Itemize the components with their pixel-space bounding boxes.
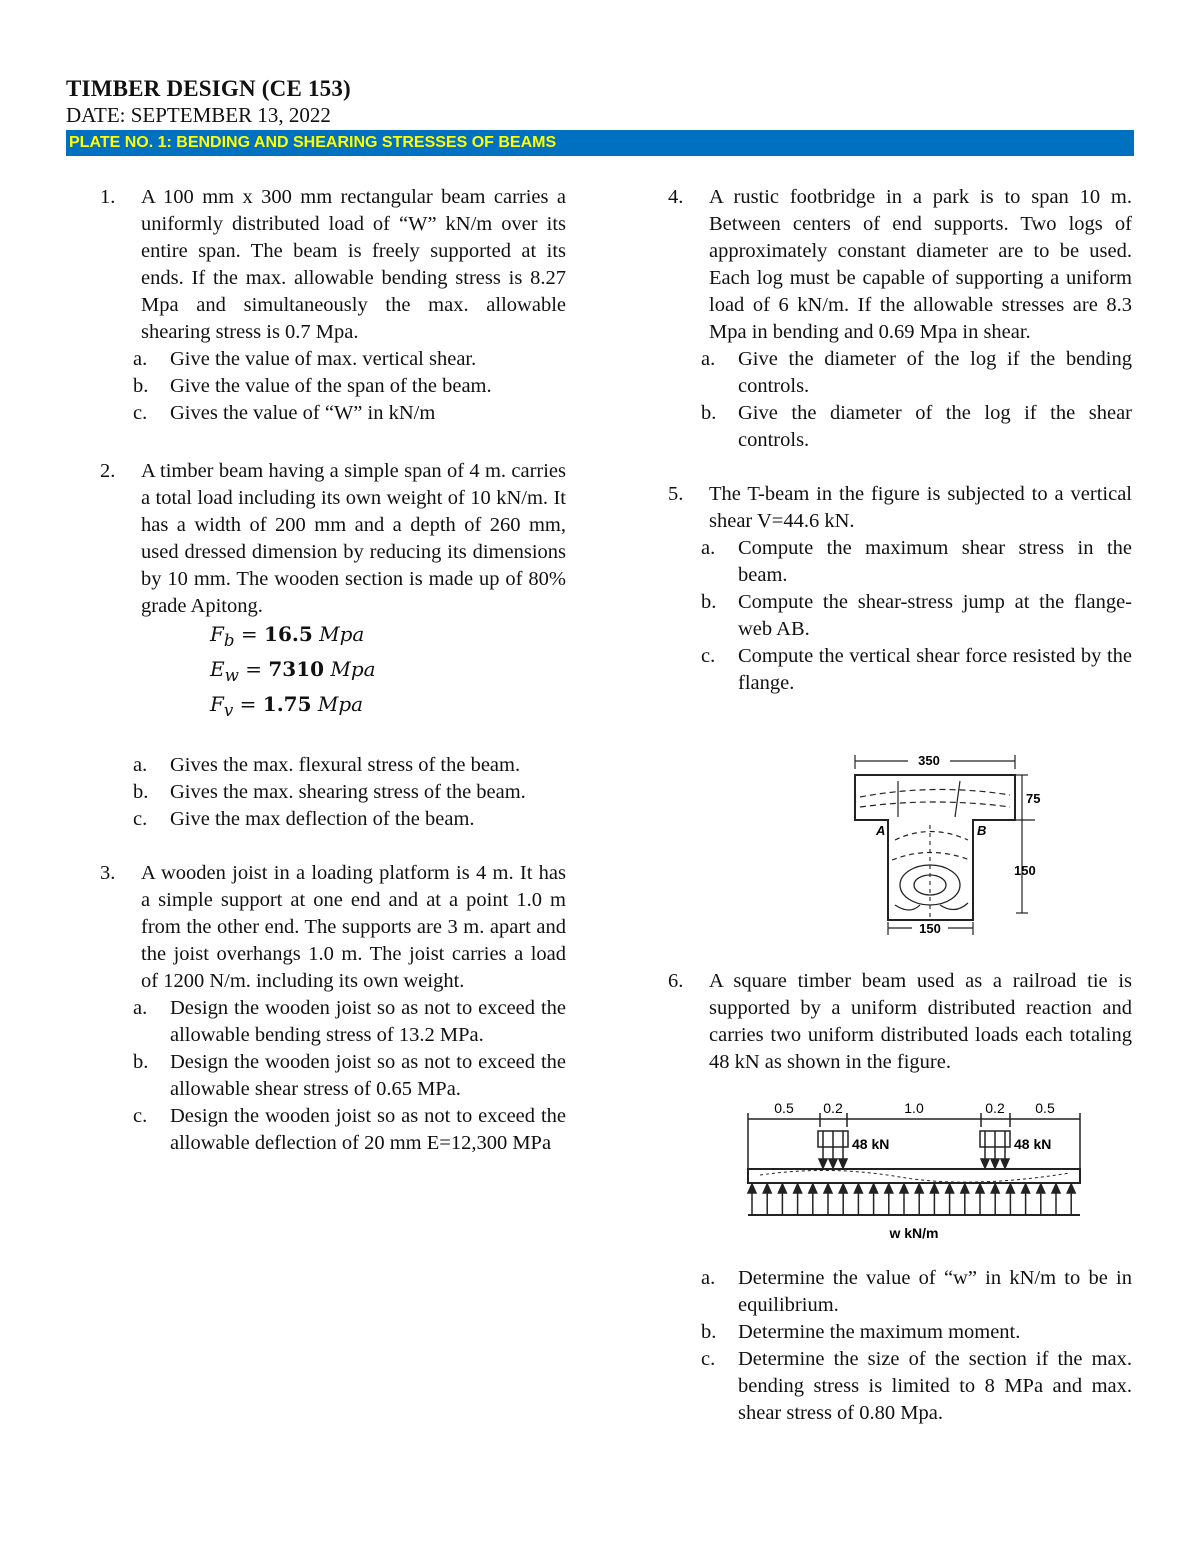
list-item [100, 346, 566, 373]
problem-number: 6. [668, 970, 684, 992]
item-text: Design the wooden joist so as not to exceed the allowable bending stress of 13.2 MPa. [170, 997, 566, 1046]
dim-label-bottom: 150 [919, 921, 941, 936]
list-item [100, 752, 566, 779]
item-letter: b. [701, 1321, 717, 1343]
item-text: Determine the maximum moment. [738, 1321, 1021, 1343]
item-letter: a. [701, 1267, 716, 1289]
reaction-arrow-head [915, 1184, 923, 1193]
reaction-arrow-head [854, 1184, 862, 1193]
problem-3 [100, 860, 566, 995]
problem-6 [668, 968, 1132, 1076]
list-item [100, 373, 566, 400]
reaction-arrow-head [794, 1184, 802, 1193]
document-title: TIMBER DESIGN (CE 153) [66, 76, 351, 101]
reaction-arrow-head [930, 1184, 938, 1193]
dim-label-4: 0.5 [1035, 1100, 1055, 1116]
reaction-arrow-head [1037, 1184, 1045, 1193]
label-a: A [876, 823, 886, 838]
problem-text: The T-beam in the figure is subjected to a vertical shear V=44.6 kN. [709, 483, 1132, 532]
dim-label-1: 0.2 [823, 1100, 843, 1116]
item-text: Give the value of max. vertical shear. [170, 348, 477, 370]
reaction-arrow-head [809, 1184, 817, 1193]
problem-1-items [100, 346, 566, 427]
problem-2-items [100, 752, 566, 833]
reaction-arrow-head [976, 1184, 984, 1193]
reaction-arrow-head [1006, 1184, 1014, 1193]
reaction-arrow-head [1052, 1184, 1060, 1193]
dim-label-3: 0.2 [985, 1100, 1005, 1116]
list-item [668, 1319, 1132, 1346]
item-text: Give the value of the span of the beam. [170, 375, 492, 397]
list-item [668, 1265, 1132, 1319]
list-item [100, 400, 566, 427]
problem-text: A 100 mm x 300 mm rectangular beam carries a uniformly distributed load of “W” kN/m over its entire span. The beam is freely supported at its ends. If the max. allowable bending stress is 8.27 Mpa and simultaneously the max. allowable shearing stress is 0.7 Mpa. [141, 186, 566, 343]
item-letter: c. [701, 645, 716, 667]
label-b: B [977, 823, 987, 838]
item-letter: c. [133, 808, 148, 830]
load-label-left: 48 kN [852, 1136, 890, 1152]
item-letter: c. [133, 402, 148, 424]
item-letter: a. [133, 348, 148, 370]
item-letter: a. [133, 997, 148, 1019]
list-item [100, 1049, 566, 1103]
item-letter: b. [133, 1051, 149, 1073]
item-text: Compute the vertical shear force resisted by the flange. [738, 645, 1132, 694]
item-letter: b. [133, 375, 149, 397]
dim-label-0: 0.5 [774, 1100, 794, 1116]
item-text: Compute the maximum shear stress in the beam. [738, 537, 1132, 586]
problem-number: 3. [100, 862, 116, 884]
reaction-arrow-head [824, 1184, 832, 1193]
reaction-arrow-head [839, 1184, 847, 1193]
item-text: Compute the shear-stress jump at the flange-web AB. [738, 591, 1132, 640]
problem-6-items [668, 1265, 1132, 1427]
item-letter: b. [701, 402, 717, 424]
problem-1 [100, 184, 566, 346]
item-text: Determine the value of “w” in kN/m to be in equilibrium. [738, 1267, 1132, 1316]
reaction-arrow-head [1067, 1184, 1075, 1193]
load-label-right: 48 kN [1014, 1136, 1052, 1152]
left-column [100, 184, 566, 1157]
item-text: Give the diameter of the log if the bending controls. [738, 348, 1132, 397]
list-item [100, 806, 566, 833]
item-letter: b. [701, 591, 717, 613]
problem-number: 5. [668, 483, 684, 505]
item-letter: c. [701, 1348, 716, 1370]
item-text: Gives the value of “W” in kN/m [170, 402, 436, 424]
list-item [668, 589, 1132, 643]
list-item [668, 1346, 1132, 1427]
dim-label-2: 1.0 [904, 1100, 924, 1116]
list-item [100, 779, 566, 806]
item-text: Design the wooden joist so as not to exceed the allowable shear stress of 0.65 MPa. [170, 1051, 566, 1100]
problem-text: A timber beam having a simple span of 4 m. carries a total load including its own weight of 10 kN/m. It has a width of 200 mm and a depth of 260 mm, used dressed dimension by reducing its dimensions by 10 mm. The wooden section is made up of 80% grade Apitong. [141, 460, 566, 617]
problem-6-block [668, 968, 1132, 1076]
formula-ew: $E_w = 7310$ Mpa [210, 657, 376, 685]
item-letter: b. [133, 781, 149, 803]
formula-fv: $F_v = 1.75$ Mpa [210, 692, 364, 720]
reaction-arrow-head [900, 1184, 908, 1193]
railroad-tie-figure [740, 1095, 1090, 1245]
load-arrows-right [981, 1131, 1009, 1168]
item-letter: a. [701, 348, 716, 370]
list-item [668, 643, 1132, 697]
problem-6-items-block [668, 1265, 1132, 1427]
item-text: Determine the size of the section if the max. bending stress is limited to 8 MPa and max. shear stress of 0.80 Mpa. [738, 1348, 1132, 1424]
item-text: Design the wooden joist so as not to exceed the allowable deflection of 20 mm E=12,300 MPa [170, 1105, 566, 1154]
reaction-arrow-head [885, 1184, 893, 1193]
list-item [668, 346, 1132, 400]
dim-label-top: 350 [918, 753, 940, 768]
reaction-arrow-head [961, 1184, 969, 1193]
reaction-arrow-head [1022, 1184, 1030, 1193]
item-letter: a. [133, 754, 148, 776]
list-item [668, 535, 1132, 589]
item-letter: a. [701, 537, 716, 559]
list-item [100, 1103, 566, 1157]
reaction-arrows [748, 1184, 1075, 1215]
problem-5 [668, 481, 1132, 535]
problem-4 [668, 184, 1132, 346]
item-text: Gives the max. flexural stress of the beam. [170, 754, 521, 776]
reaction-arrow-head [991, 1184, 999, 1193]
reaction-arrow-head [870, 1184, 878, 1193]
dim-label-web: 150 [1014, 863, 1036, 878]
t-section-outline [855, 775, 1015, 920]
reaction-arrow-head [946, 1184, 954, 1193]
item-text: Gives the max. shearing stress of the beam. [170, 781, 526, 803]
problem-4-items [668, 346, 1132, 454]
document-date: DATE: SEPTEMBER 13, 2022 [66, 103, 331, 127]
problem-number: 4. [668, 186, 684, 208]
t-beam-figure [840, 745, 1050, 945]
right-column [668, 184, 1132, 697]
problem-text: A wooden joist in a loading platform is 4 m. It has a simple support at one end and at a point 1.0 m from the other end. The supports are 3 m. apart and the joist overhangs 1.0 m. The joist carries a load of 1200 N/m. including its own weight. [141, 862, 566, 992]
problem-number: 1. [100, 186, 116, 208]
plate-banner: PLATE NO. 1: BENDING AND SHEARING STRESSES OF BEAMS [66, 130, 1134, 156]
reaction-arrow-head [778, 1184, 786, 1193]
item-letter: c. [133, 1105, 148, 1127]
item-text: Give the diameter of the log if the shear controls. [738, 402, 1132, 451]
problem-5-items [668, 535, 1132, 697]
formula-fb: $F_b = 16.5$ Mpa [210, 622, 365, 650]
reaction-arrow-head [763, 1184, 771, 1193]
problem-text: A rustic footbridge in a park is to span 10 m. Between centers of end supports. Two logs of approximately constant diameter are to be used. Each log must be capable of supporting a uniform load of 6 kN/m. If the allowable stresses are 8.3 Mpa in bending and 0.69 Mpa in shear. [709, 186, 1132, 343]
problem-number: 2. [100, 460, 116, 482]
formula-list [100, 620, 566, 725]
problem-2 [100, 458, 566, 620]
problem-text: A square timber beam used as a railroad tie is supported by a uniform distributed reaction and carries two uniform distributed loads each totaling 48 kN as shown in the figure. [709, 970, 1132, 1073]
problem-3-items [100, 995, 566, 1157]
list-item [668, 400, 1132, 454]
reaction-arrow-head [748, 1184, 756, 1193]
list-item [100, 995, 566, 1049]
dim-label-flange: 75 [1026, 791, 1041, 806]
reaction-label: w kN/m [889, 1225, 939, 1241]
item-text: Give the max deflection of the beam. [170, 808, 475, 830]
load-arrows-left [819, 1131, 847, 1168]
